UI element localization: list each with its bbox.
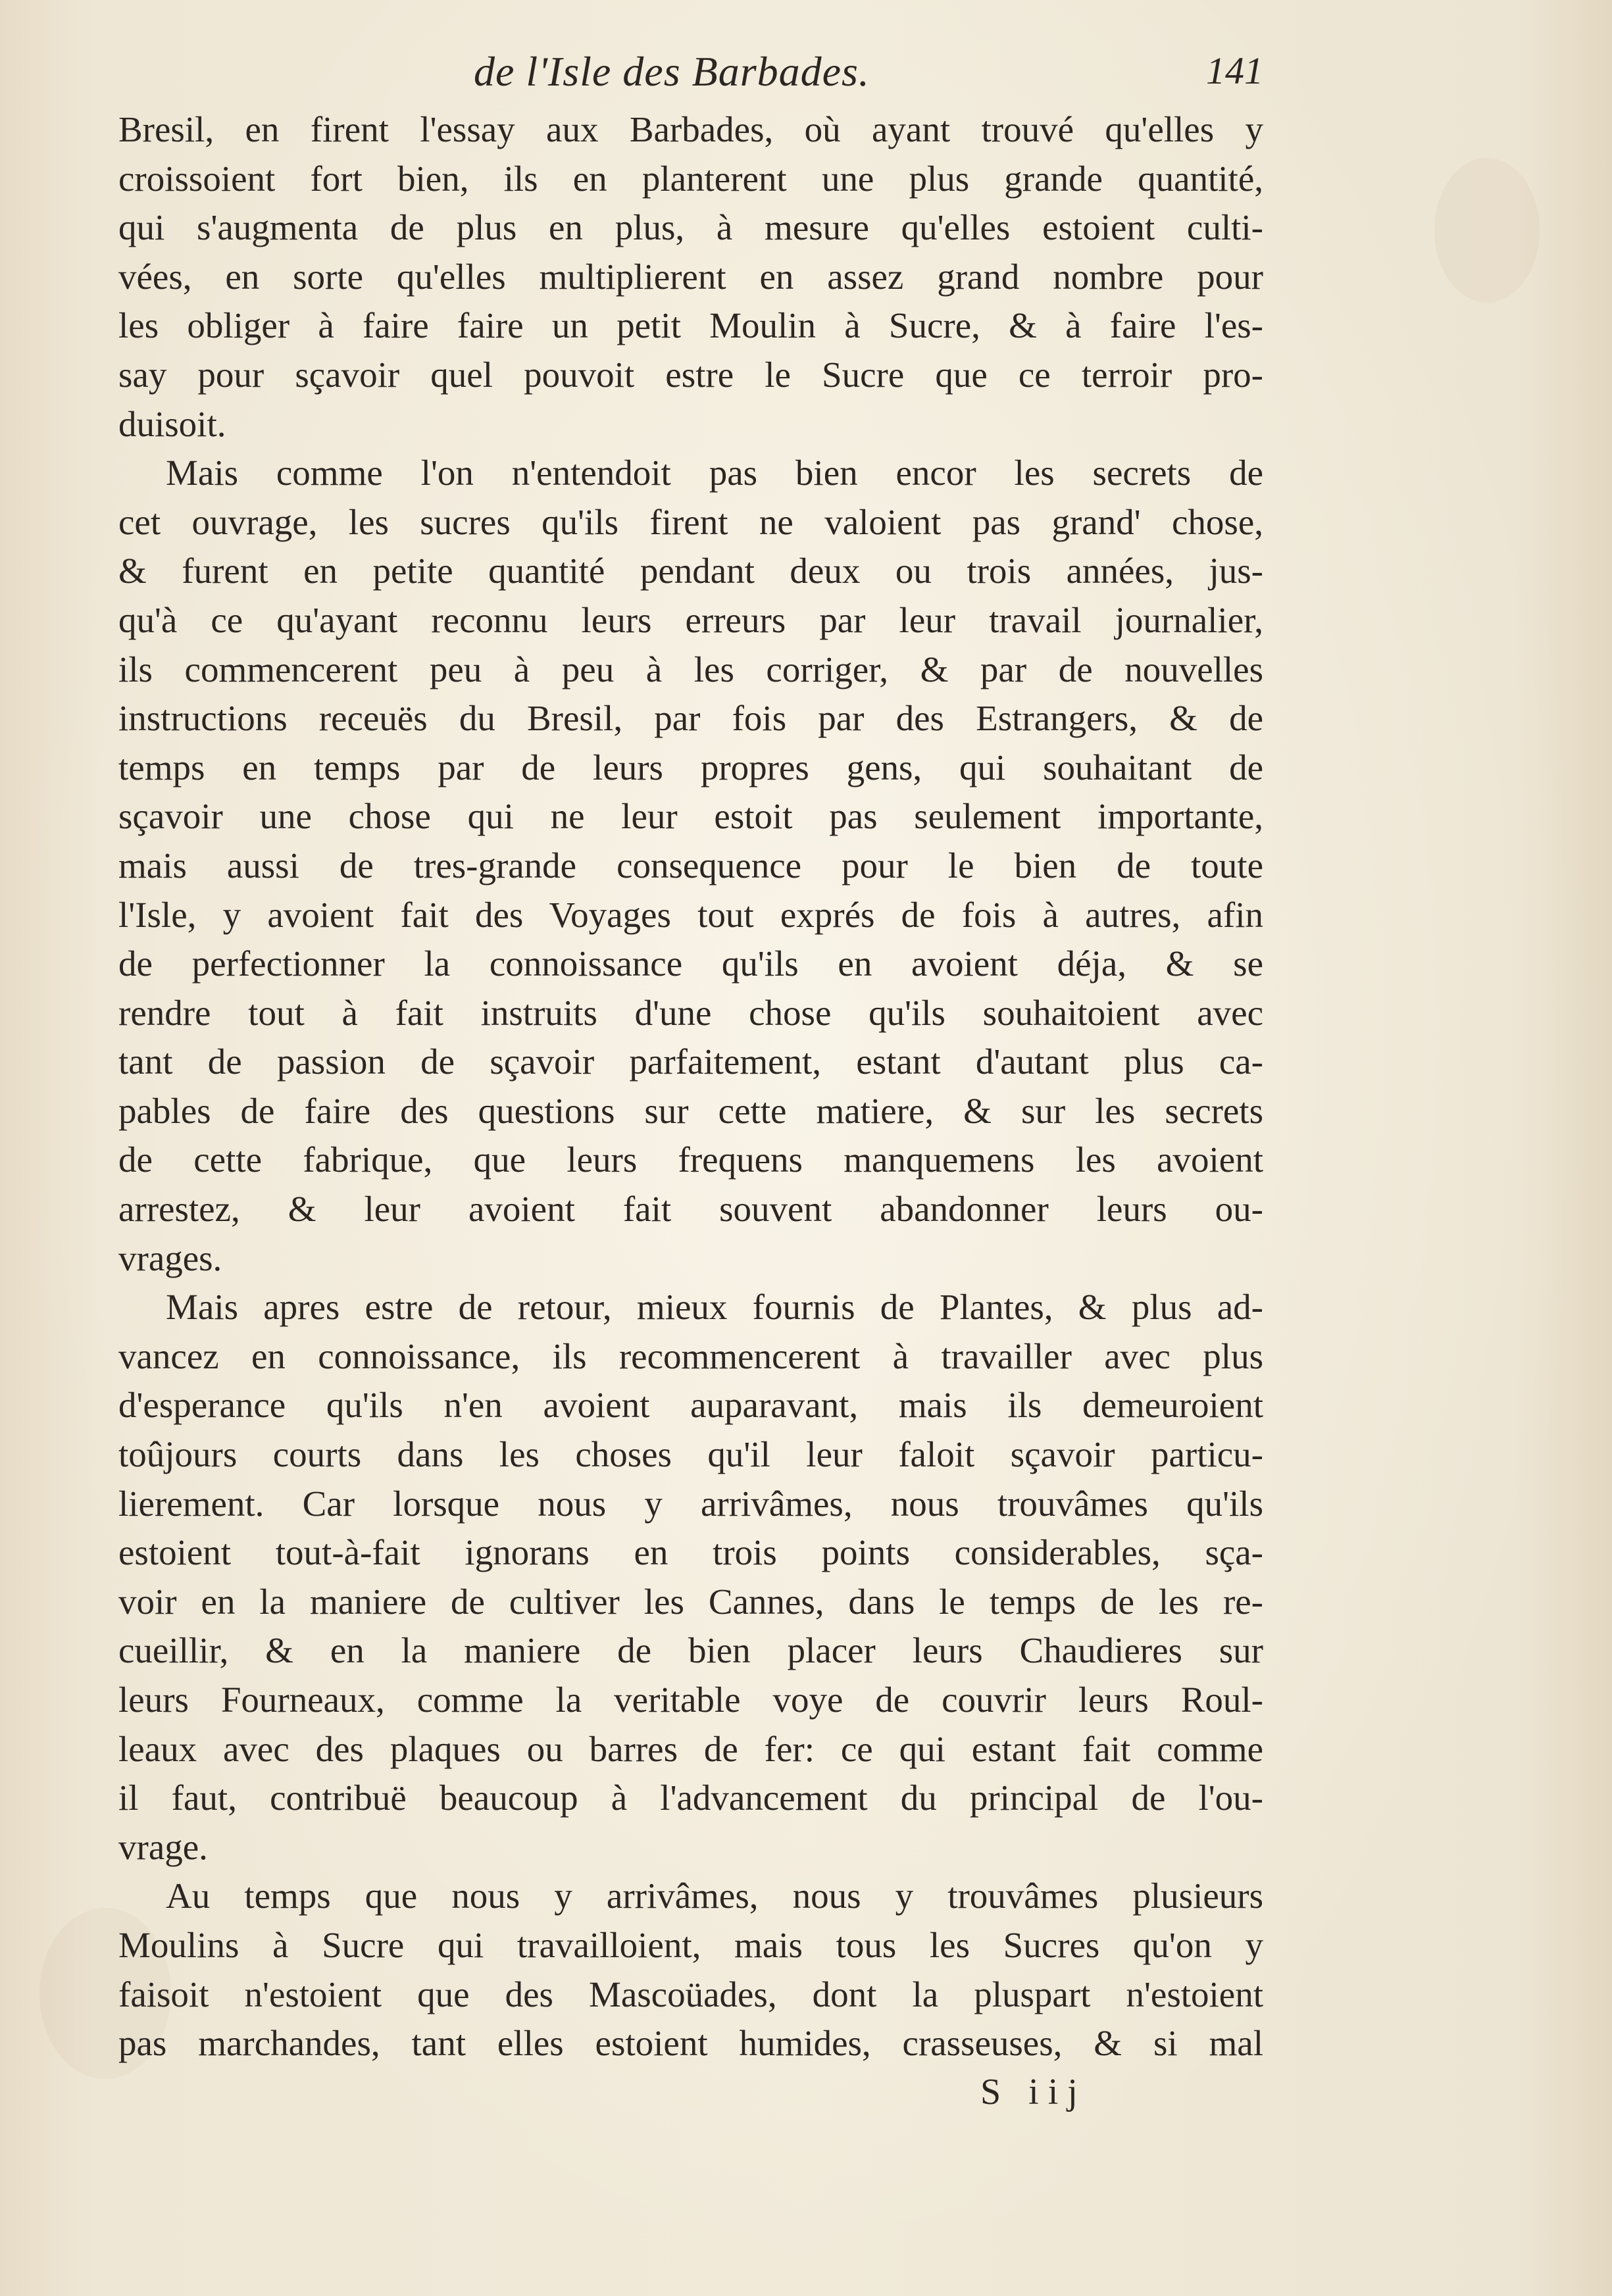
text-line: pas marchandes, tant elles estoient humides, crasseuses, & si mal bbox=[118, 2023, 1263, 2064]
text-line: Moulins à Sucre qui travailloient, mais tous les Sucres qu'on y bbox=[118, 1924, 1263, 1965]
paragraph-start: Au temps que nous y arrivâmes, nous y trouvâmes plusieurs bbox=[166, 1876, 1263, 1916]
text-line: voir en la maniere de cultiver les Cannes, dans le temps de les re- bbox=[118, 1581, 1263, 1622]
text-line: les obliger à faire faire un petit Moulin à Sucre, & à faire l'es- bbox=[118, 305, 1263, 346]
text-line: lierement. Car lorsque nous y arrivâmes, nous trouvâmes qu'ils bbox=[118, 1483, 1263, 1524]
paper-stain bbox=[1434, 158, 1540, 303]
text-line: d'esperance qu'ils n'en avoient auparavant, mais ils demeuroient bbox=[118, 1385, 1263, 1426]
text-line: ils commencerent peu à peu à les corriger, & par de nouvelles bbox=[118, 649, 1263, 689]
text-line: cueillir, & en la maniere de bien placer leurs Chaudieres sur bbox=[118, 1630, 1263, 1671]
text-line: mais aussi de tres-grande consequence pour le bien de toute bbox=[118, 845, 1263, 886]
text-line: il faut, contribuë beaucoup à l'advancement du principal de l'ou- bbox=[118, 1778, 1263, 1818]
text-line: cet ouvrage, les sucres qu'ils firent ne valoient pas grand' chose, bbox=[118, 501, 1263, 542]
text-line: rendre tout à fait instruits d'une chose qu'ils souhaitoient avec bbox=[118, 992, 1263, 1033]
text-line: say pour sçavoir quel pouvoit estre le Sucre que ce terroir pro- bbox=[118, 354, 1263, 395]
text-line: instructions receuës du Bresil, par fois par des Estrangers, & de bbox=[118, 698, 1263, 739]
body-text bbox=[118, 105, 1263, 2068]
text-line: vancez en connoissance, ils recommencerent à travailler avec plus bbox=[118, 1335, 1263, 1376]
text-line: vrage. bbox=[118, 1826, 208, 1867]
text-line: croissoient fort bien, ils en planterent une plus grande quantité, bbox=[118, 158, 1263, 199]
text-line: arrestez, & leur avoient fait souvent abandonner leurs ou- bbox=[118, 1189, 1263, 1230]
page-header bbox=[118, 47, 1263, 107]
text-line: qu'à ce qu'ayant reconnu leurs erreurs par leur travail journalier, bbox=[118, 599, 1263, 640]
text-line: & furent en petite quantité pendant deux ou trois années, jus- bbox=[118, 551, 1263, 591]
text-line: estoient tout-à-fait ignorans en trois points considerables, sça- bbox=[118, 1532, 1263, 1573]
text-line: vrages. bbox=[118, 1237, 222, 1278]
text-line: leaux avec des plaques ou barres de fer: ce qui estant fait comme bbox=[118, 1728, 1263, 1769]
text-line: faisoit n'estoient que des Mascoüades, dont la pluspart n'estoient bbox=[118, 1974, 1263, 2014]
text-line: duisoit. bbox=[118, 403, 226, 444]
running-title: de l'Isle des Barbades. bbox=[474, 48, 870, 95]
text-line: vées, en sorte qu'elles multiplierent en assez grand nombre pour bbox=[118, 256, 1263, 297]
paragraph-start: Mais apres estre de retour, mieux fournis de Plantes, & plus ad- bbox=[166, 1287, 1263, 1328]
text-line: toûjours courts dans les choses qu'il leur faloit sçavoir particu- bbox=[118, 1434, 1263, 1475]
paragraph-start: Mais comme l'on n'entendoit pas bien encor les secrets de bbox=[166, 453, 1263, 493]
text-line: pables de faire des questions sur cette matiere, & sur les secrets bbox=[118, 1090, 1263, 1131]
text-line: qui s'augmenta de plus en plus, à mesure qu'elles estoient culti- bbox=[118, 207, 1263, 248]
text-line: Bresil, en firent l'essay aux Barbades, où ayant trouvé qu'elles y bbox=[118, 109, 1263, 149]
signature-mark: S iij bbox=[980, 2072, 1087, 2112]
text-line: tant de passion de sçavoir parfaitement, estant d'autant plus ca- bbox=[118, 1041, 1263, 1082]
text-line: de perfectionner la connoissance qu'ils en avoient déja, & se bbox=[118, 943, 1263, 984]
text-line: l'Isle, y avoient fait des Voyages tout exprés de fois à autres, afin bbox=[118, 894, 1263, 935]
text-line: de cette fabrique, que leurs frequens manquemens les avoient bbox=[118, 1139, 1263, 1180]
text-line: leurs Fourneaux, comme la veritable voye de couvrir leurs Roul- bbox=[118, 1680, 1263, 1720]
text-line: temps en temps par de leurs propres gens, qui souhaitant de bbox=[118, 747, 1263, 787]
page-number: 141 bbox=[1206, 49, 1263, 92]
text-line: sçavoir une chose qui ne leur estoit pas seulement importante, bbox=[118, 796, 1263, 837]
